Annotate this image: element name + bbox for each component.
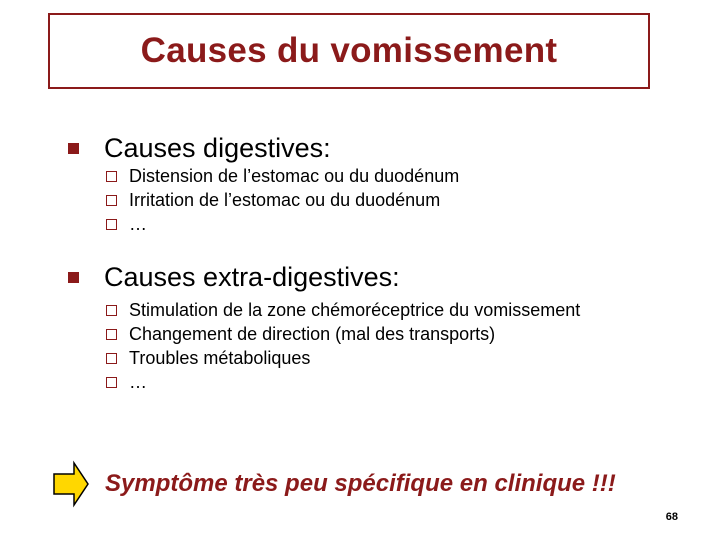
checkbox-bullet-icon xyxy=(106,171,117,182)
conclusion-text: Symptôme très peu spécifique en clinique !!! xyxy=(105,470,616,497)
list-item xyxy=(106,212,459,236)
section-extra-digestive xyxy=(68,262,580,394)
section-heading xyxy=(68,262,580,292)
sub-list xyxy=(106,164,459,236)
list-item-text: Changement de direction (mal des transports) xyxy=(129,323,496,344)
list-item xyxy=(106,298,580,322)
list-item-text: … xyxy=(129,213,147,234)
list-item xyxy=(106,370,580,394)
title-box xyxy=(48,13,650,89)
checkbox-bullet-icon xyxy=(106,329,117,340)
section-label: Causes extra-digestives: xyxy=(104,261,400,292)
sub-list xyxy=(106,298,580,394)
slide-title: Causes du vomissement xyxy=(140,31,558,70)
section-digestive xyxy=(68,133,459,236)
list-item-text: Stimulation de la zone chémoréceptrice du vomissement xyxy=(129,299,581,320)
list-item-text: Distension de l’estomac ou du duodénum xyxy=(129,165,460,186)
list-item xyxy=(106,346,580,370)
square-bullet-icon xyxy=(68,143,79,154)
square-bullet-icon xyxy=(68,272,79,283)
page-number: 68 xyxy=(665,511,678,523)
right-arrow-icon xyxy=(50,460,92,508)
section-label: Causes digestives: xyxy=(104,132,331,163)
checkbox-bullet-icon xyxy=(106,305,117,316)
checkbox-bullet-icon xyxy=(106,353,117,364)
list-item xyxy=(106,322,580,346)
list-item xyxy=(106,188,459,212)
section-heading xyxy=(68,133,459,163)
list-item-text: Troubles métaboliques xyxy=(129,347,311,368)
list-item xyxy=(106,164,459,188)
list-item-text: Irritation de l’estomac ou du duodénum xyxy=(129,189,441,210)
checkbox-bullet-icon xyxy=(106,377,117,388)
checkbox-bullet-icon xyxy=(106,219,117,230)
checkbox-bullet-icon xyxy=(106,195,117,206)
list-item-text: … xyxy=(129,371,147,392)
